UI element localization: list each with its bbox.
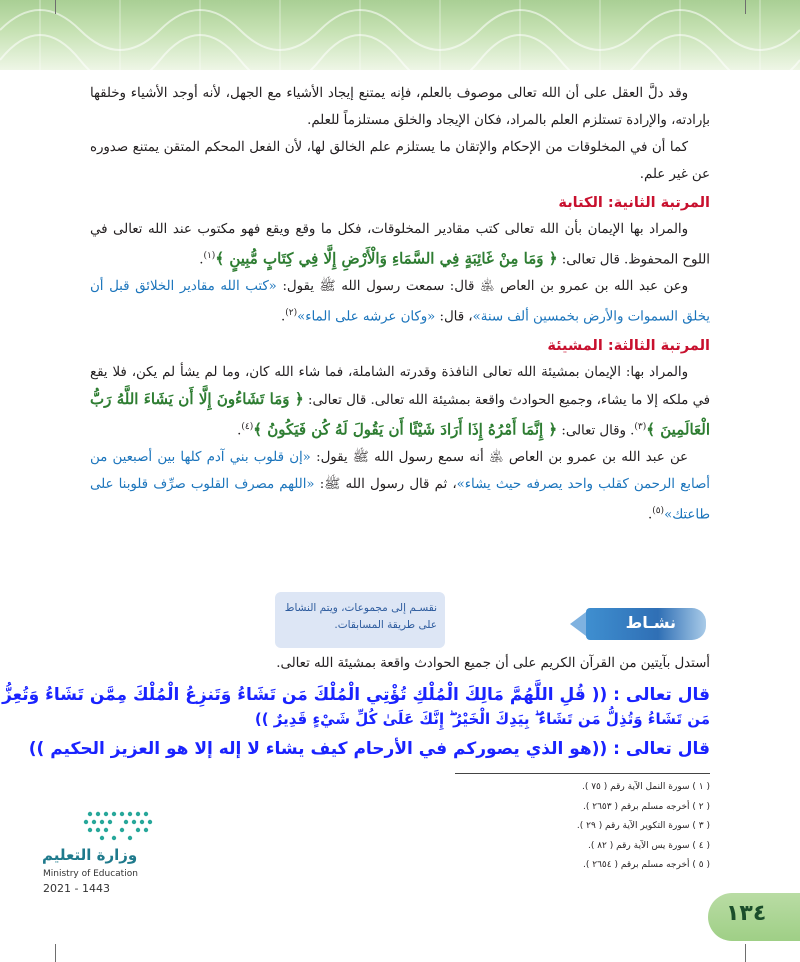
decorative-banner	[0, 0, 800, 70]
crop-mark	[55, 0, 56, 14]
activity-label: نشـاط	[625, 613, 676, 632]
paragraph-hadith-will: عن عبد الله بن عمرو بن العاص ﵁ أنه سمع رسول الله ﷺ يقول: «إن قلوب بني آدم كلها بين أصبعين من أصابع الرحمن كقلب واحد يصرفه حيث يشاء»، ثم قال رسول الله ﷺ: «اللهم مصرف القلوب صرِّف قلوبنا على طاعتك»$^{(٥)}$.	[90, 450, 711, 523]
paragraph-will: والمراد بها: الإيمان بمشيئة الله تعالى النافذة وقدرته الشاملة، فما شاء الله كان، وما لم يشأ لم يكن، فلا يقع في ملكه إلا ما يشاء، وجميع الحوادث واقعة بمشيئة الله تعالى. قال تعالى: ﴿ وَمَا تَشَاءُونَ إِلَّا أَن يَشَاءَ اللَّهُ رَبُّ الْعَالَمِينَ ﴾$^{(٣)}$. وقال تعالى: ﴿ إِنَّمَا أَمْرُهُ إِذَا أَرَادَ شَيْئًا أَن يَقُولَ لَهُ كُن فَيَكُونُ ﴾$^{(٤)}$.	[90, 364, 711, 439]
footnote-ref: (٥)	[652, 506, 665, 517]
hadith-mid: ، قال:	[439, 309, 473, 325]
footnote-ref: (٢)	[285, 308, 298, 319]
crop-mark	[55, 944, 56, 962]
logo-dots-icon	[40, 808, 160, 844]
ministry-logo	[40, 808, 160, 895]
hadith-text: «وكان عرشه على الماء»	[297, 309, 436, 325]
footnote-item: ( ٥ ) أخرجه مسلم برقم ( ٢٦٥٤ ).	[583, 860, 710, 870]
quran-verse: ﴿ إِنَّمَا أَمْرُهُ إِذَا أَرَادَ شَيْئًا أَن يَقُولَ لَهُ كُن فَيَكُونُ ﴾	[253, 420, 558, 439]
answer-line: مَن تَشَاءُ وَتُذِلُّ مَن تَشَاءُ ۖ بِيَدِكَ الْخَيْرُ ۖ إِنَّكَ عَلَىٰ كُلِّ شَيْءٍ قَدِيرٌ ))	[254, 710, 710, 728]
writing-text: والمراد بها الإيمان بأن الله تعالى كتب مقادير المخلوقات، فكل ما وقع ويقع فهو مكتوب عند الله تعالى في اللوح المحفوظ. قال تعالى:	[90, 222, 710, 268]
quran-verse: ﴿ وَمَا تَشَاءُونَ إِلَّا أَن يَشَاءَ اللَّهُ رَبُّ الْعَالَمِينَ ﴾	[90, 389, 710, 439]
pattern-decoration	[0, 0, 800, 70]
quran-verse: ﴿ وَمَا مِنْ غَائِبَةٍ فِي السَّمَاءِ وَالْأَرْضِ إِلَّا فِي كِتَابٍ مُّبِينٍ ﴾	[215, 249, 558, 268]
hadith-text: «كتب الله مقادير الخلائق قبل أن يخلق السموات والأرض بخمسين ألف سنة»	[90, 279, 710, 325]
hadith-intro: عن عبد الله بن عمرو بن العاص ﵁ أنه سمع رسول الله ﷺ يقول:	[316, 450, 688, 466]
answer-line: قال تعالى : ((هو الذي يصوركم في الأرحام كيف يشاء لا إله إلا هو العزيز الحكيم ))	[28, 739, 710, 759]
hadith-text: «اللهم مصرف القلوب صرِّف قلوبنا على طاعتك»	[90, 477, 710, 523]
crop-mark	[745, 944, 746, 962]
paragraph-reason: وقد دلَّ العقل على أن الله تعالى موصوف بالعلم، فإنه يمتنع إيجاد الأشياء مع الجهل، لأنه أوجد الأشياء وخلقها بإرادته، والإرادة تستلزم العلم بالمراد، فكان الإيجاد والخلق مستلزماً للعلم.	[90, 86, 710, 128]
section-heading-writing: المرتبة الثانية: الكتابة	[558, 195, 710, 211]
activity-label-box	[586, 608, 706, 640]
hadith-intro: وعن عبد الله بن عمرو بن العاص ﵁ قال: سمعت رسول الله ﷺ يقول:	[282, 279, 688, 295]
footnote-ref: (١)	[203, 251, 216, 261]
activity-instruction: أستدل بآيتين من القرآن الكريم على أن جميع الحوادث واقعة بمشيئة الله تعالى.	[276, 656, 710, 671]
crop-mark	[745, 0, 746, 14]
paragraph-precision: كما أن في المخلوقات من الإحكام والإتقان ما يستلزم علم الخالق لها، لأن الفعل المحكم المتقن يمتنع صدوره عن غير علم.	[90, 140, 710, 182]
footnote-divider	[455, 773, 710, 774]
footnotes	[455, 778, 710, 876]
footnote-item: ( ٤ ) سورة يس الآية رقم ( ٨٢ ).	[587, 840, 710, 851]
footnote-ref: (٣)	[634, 421, 647, 432]
hadith-mid: ، ثم قال رسول الله ﷺ:	[319, 477, 457, 493]
logo-year: 2021 - 1443	[43, 882, 110, 895]
footnote-item: ( ١ ) سورة النمل الآية رقم ( ٧٥ ).	[581, 782, 710, 792]
footnote-item: ( ٢ ) أخرجه مسلم برقم ( ٢٦٥٣ ).	[583, 801, 710, 812]
hadith-text: «إن قلوب بني آدم كلها بين أصبعين من أصابع الرحمن كقلب واحد يصرفه حيث يشاء»	[90, 450, 711, 493]
answer-line: قال تعالى : (( قُلِ اللَّهُمَّ مَالِكَ الْمُلْكِ تُؤْتِي الْمُلْكَ مَن تَشَاءُ وَتَنزِعُ الْمُلْكَ مِمَّن تَشَاءُ وَتُعِزُّ	[2, 685, 710, 705]
activity-note: نقسـم إلى مجموعات، ويتم النشاط على طريقة المسابقات.	[275, 592, 445, 648]
paragraph-hadith-writing: وعن عبد الله بن عمرو بن العاص ﵁ قال: سمعت رسول الله ﷺ يقول: «كتب الله مقادير الخلائق قبل أن يخلق السموات والأرض بخمسين ألف سنة»، قال: «وكان عرشه على الماء»$^{(٢)}$.	[90, 279, 710, 325]
footnote-ref: (٤)	[241, 421, 254, 432]
section-heading-will: المرتبة الثالثة: المشيئة	[547, 337, 710, 354]
logo-english: Ministry of Education	[43, 869, 138, 879]
page-number: ١٣٤	[726, 901, 767, 926]
footnote-item: ( ٣ ) سورة التكوير الآية رقم ( ٢٩ ).	[576, 821, 710, 831]
page-number-tab	[708, 893, 800, 941]
will-text-b: . وقال تعالى:	[561, 423, 635, 439]
paragraph-writing: والمراد بها الإيمان بأن الله تعالى كتب مقادير المخلوقات، فكل ما وقع ويقع فهو مكتوب عند الله تعالى في اللوح المحفوظ. قال تعالى: ﴿ وَمَا مِنْ غَائِبَةٍ فِي السَّمَاءِ وَالْأَرْضِ إِلَّا فِي كِتَابٍ مُّبِينٍ ﴾$^{(١)}$.	[90, 222, 710, 268]
logo-arabic: وزارة التعليم	[42, 846, 138, 864]
page-body	[90, 80, 710, 529]
activity-arrow-icon	[570, 612, 586, 636]
will-text: والمراد بها: الإيمان بمشيئة الله تعالى النافذة وقدرته الشاملة، فما شاء الله كان، وما لم يشأ لم يكن، فلا يقع في ملكه إلا ما يشاء، وجميع الحوادث واقعة بمشيئة الله تعالى. قال تعالى:	[90, 364, 711, 408]
